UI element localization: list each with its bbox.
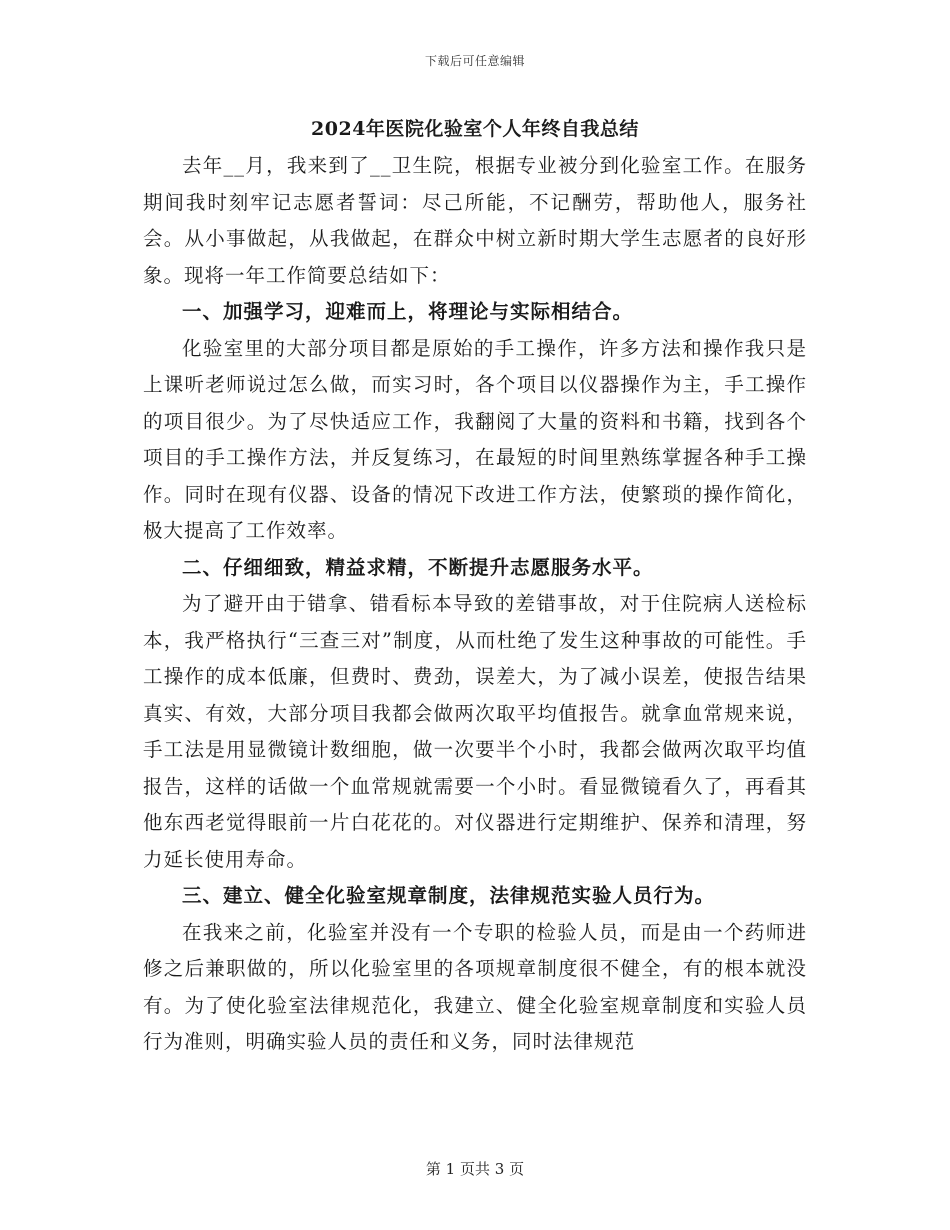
page-number: 第 1 页共 3 页 — [425, 1160, 525, 1178]
section-2-paragraph: 为了避开由于错拿、错看标本导致的差错事故，对于住院病人送检标本，我严格执行“三查三对”制度，从而杜绝了发生这种事故的可能性。手工操作的成本低廉，但费时、费劲，误差大，为了减小误差，使报告结果真实、有效，大部分项目我都会做两次取平均值报告。就拿血常规来说，手工法是用显微镜计数细胞，做一次要半个小时，我都会做两次取平均值报告，这样的话做一个血常规就需要一个小时。看显微镜看久了，再看其他东西老觉得眼前一片白花花的。对仪器进行定期维护、保养和清理，努力延长使用寿命。 — [143, 592, 807, 871]
page-header-note: 下载后可任意编辑 — [424, 54, 525, 68]
section-1-heading: 一、加强学习，迎难而上，将理论与实际相结合。 — [182, 300, 634, 323]
intro-paragraph: 去年__月，我来到了__卫生院，根据专业被分到化验室工作。在服务期间我时刻牢记志愿者誓词：尽己所能，不记酬劳，帮助他人，服务社会。从小事做起，从我做起，在群众中树立新时期大学生志愿者的良好形象。现将一年工作简要总结如下： — [143, 154, 807, 287]
document-body — [143, 148, 807, 1061]
section-3-heading: 三、建立、健全化验室规章制度，法律规范实验人员行为。 — [182, 884, 716, 907]
section-2-heading: 二、仔细细致，精益求精，不断提升志愿服务水平。 — [182, 555, 654, 579]
document-title: 2024年医院化验室个人年终自我总结 — [311, 118, 639, 140]
section-3-paragraph: 在我来之前，化验室并没有一个专职的检验人员，而是由一个药师进修之后兼职做的，所以化验室里的各项规章制度很不健全，有的根本就没有。为了使化验室法律规范化，我建立、健全化验室规章制度和实验人员行为准则，明确实验人员的责任和义务，同时法律规范 — [143, 920, 807, 1053]
section-1-paragraph: 化验室里的大部分项目都是原始的手工操作，许多方法和操作我只是上课听老师说过怎么做，而实习时，各个项目以仪器操作为主，手工操作的项目很少。为了尽快适应工作，我翻阅了大量的资料和书籍，找到各个项目的手工操作方法，并反复练习，在最短的时间里熟练掌握各种手工操作。同时在现有仪器、设备的情况下改进工作方法，使繁琐的操作简化，极大提高了工作效率。 — [143, 336, 807, 542]
